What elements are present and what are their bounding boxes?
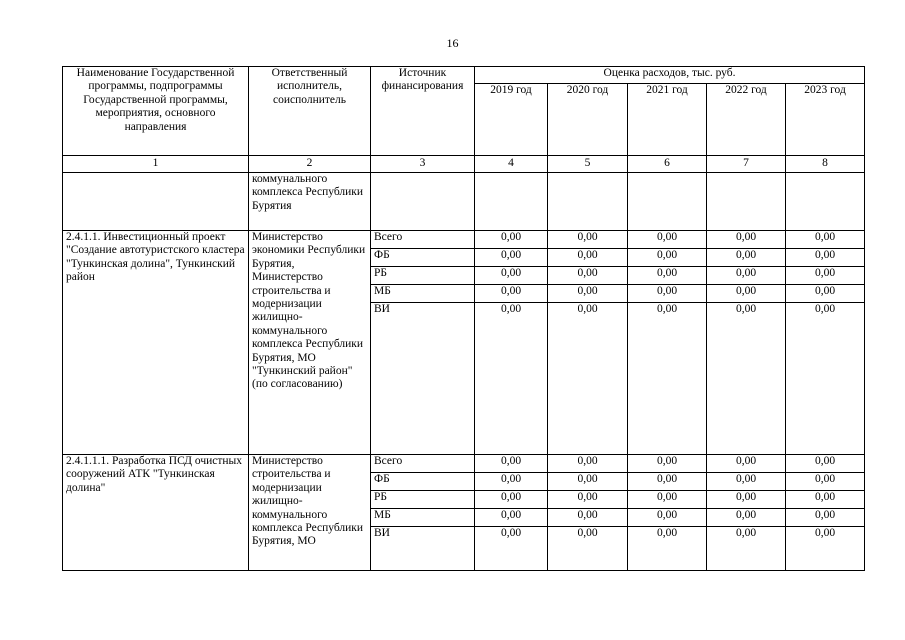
cost-value: 0,00 — [628, 455, 707, 473]
cost-value: 0,00 — [475, 473, 548, 491]
table-row — [63, 455, 865, 473]
cost-value: 0,00 — [707, 455, 786, 473]
cost-value: 0,00 — [548, 455, 628, 473]
cost-value: 0,00 — [628, 527, 707, 571]
header-year: 2022 год — [707, 84, 786, 156]
cost-value: 0,00 — [628, 303, 707, 455]
funding-source: ФБ — [371, 249, 475, 267]
cost-value: 0,00 — [548, 509, 628, 527]
cost-value: 0,00 — [548, 527, 628, 571]
cost-value: 0,00 — [475, 285, 548, 303]
budget-table — [62, 66, 865, 571]
cost-value: 0,00 — [628, 267, 707, 285]
column-numbers-row — [63, 156, 865, 173]
header-year: 2023 год — [786, 84, 865, 156]
cost-value: 0,00 — [628, 231, 707, 249]
table-row — [63, 231, 865, 249]
funding-source: МБ — [371, 509, 475, 527]
cost-value: 0,00 — [548, 267, 628, 285]
column-number: 7 — [707, 156, 786, 173]
funding-source: РБ — [371, 491, 475, 509]
measure-responsible: Министерство строительства и модернизации жилищно-коммунального комплекса Республики Бурятия, МО — [249, 455, 371, 571]
cost-value: 0,00 — [628, 473, 707, 491]
column-number: 3 — [371, 156, 475, 173]
continuation-name-cell — [63, 173, 249, 231]
column-number: 1 — [63, 156, 249, 173]
cost-value: 0,00 — [707, 249, 786, 267]
cost-value: 0,00 — [786, 231, 865, 249]
cost-value: 0,00 — [475, 527, 548, 571]
funding-source: Всего — [371, 455, 475, 473]
cost-value: 0,00 — [475, 455, 548, 473]
header-costs: Оценка расходов, тыс. руб. — [475, 67, 865, 84]
header-year: 2019 год — [475, 84, 548, 156]
cost-value: 0,00 — [786, 249, 865, 267]
cost-value: 0,00 — [786, 303, 865, 455]
cost-value: 0,00 — [548, 285, 628, 303]
measure-name: 2.4.1.1. Инвестиционный проект "Создание автотуристского кластера "Тункинская долина", Тункинский район — [63, 231, 249, 455]
cost-value: 0,00 — [475, 231, 548, 249]
cost-value: 0,00 — [548, 473, 628, 491]
funding-source: ВИ — [371, 303, 475, 455]
funding-source: РБ — [371, 267, 475, 285]
cost-value: 0,00 — [475, 267, 548, 285]
cost-value: 0,00 — [548, 249, 628, 267]
continuation-responsible: коммунального комплекса Республики Бурятия — [249, 173, 371, 231]
cost-value: 0,00 — [628, 491, 707, 509]
cost-value: 0,00 — [628, 285, 707, 303]
cost-value: 0,00 — [786, 285, 865, 303]
cost-value: 0,00 — [786, 491, 865, 509]
cost-value: 0,00 — [707, 473, 786, 491]
cost-value: 0,00 — [628, 509, 707, 527]
header-responsible: Ответственный исполнитель, соисполнитель — [249, 67, 371, 156]
continuation-row — [63, 173, 865, 231]
cost-value: 0,00 — [707, 527, 786, 571]
cost-value: 0,00 — [786, 509, 865, 527]
cost-value: 0,00 — [786, 455, 865, 473]
cost-value: 0,00 — [786, 267, 865, 285]
page-number: 16 — [446, 36, 459, 50]
header-year: 2020 год — [548, 84, 628, 156]
cost-value: 0,00 — [475, 509, 548, 527]
cost-value: 0,00 — [786, 473, 865, 491]
column-number: 6 — [628, 156, 707, 173]
cost-value: 0,00 — [475, 303, 548, 455]
cost-value: 0,00 — [707, 267, 786, 285]
cost-value: 0,00 — [707, 285, 786, 303]
cost-value: 0,00 — [707, 509, 786, 527]
cost-value: 0,00 — [786, 527, 865, 571]
cost-value: 0,00 — [548, 231, 628, 249]
cost-value: 0,00 — [475, 491, 548, 509]
cost-value: 0,00 — [707, 491, 786, 509]
column-number: 2 — [249, 156, 371, 173]
cost-value: 0,00 — [707, 231, 786, 249]
header-name: Наименование Государственной программы, подпрограммы Государственной программы, мероприятия, основного направления — [63, 67, 249, 156]
measure-responsible: Министерство экономики Республики Бурятия, Министерство строительства и модернизации жилищно-коммунального комплекса Республики Бурятия, МО "Тункинский район" (по согласованию) — [249, 231, 371, 455]
header-source: Источник финансирования — [371, 67, 475, 156]
cost-value: 0,00 — [707, 303, 786, 455]
funding-source: ФБ — [371, 473, 475, 491]
measure-name: 2.4.1.1.1. Разработка ПСД очистных сооружений АТК "Тункинская долина" — [63, 455, 249, 571]
column-number: 8 — [786, 156, 865, 173]
column-number: 4 — [475, 156, 548, 173]
cost-value: 0,00 — [475, 249, 548, 267]
header-year: 2021 год — [628, 84, 707, 156]
column-number: 5 — [548, 156, 628, 173]
funding-source: МБ — [371, 285, 475, 303]
cost-value: 0,00 — [548, 303, 628, 455]
funding-source: Всего — [371, 231, 475, 249]
funding-source: ВИ — [371, 527, 475, 571]
cost-value: 0,00 — [548, 491, 628, 509]
cost-value: 0,00 — [628, 249, 707, 267]
